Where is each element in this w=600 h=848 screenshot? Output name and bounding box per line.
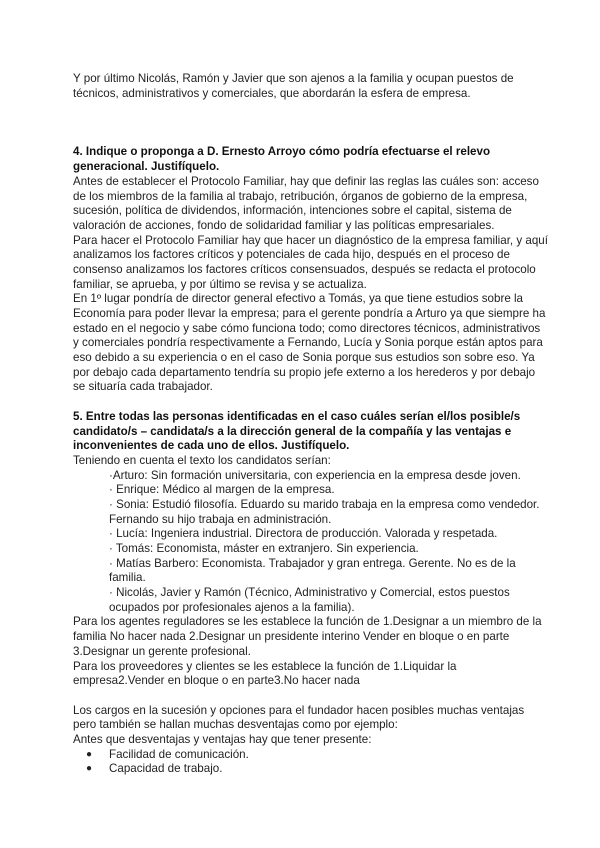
text-line: de los miembros de la familia al trabajo, retribución, órganos de gobierno de la empresa, xyxy=(73,189,528,203)
text-line: Antes de establecer el Protocolo Familiar, hay que definir las reglas las cuáles son: acceso xyxy=(73,174,539,188)
list-item-text: Capacidad de trabajo. xyxy=(109,762,223,776)
text-line: técnicos, administrativos y comerciales, que abordarán la esfera de empresa. xyxy=(73,86,471,100)
heading-line: 4. Indique o proponga a D. Ernesto Arroyo cómo podría efectuarse el relevo xyxy=(73,145,491,159)
text-line: En 1º lugar pondría de director general efectivo a Tomás, ya que tiene estudios sobre la xyxy=(73,292,524,306)
text-line: · Lucía: Ingeniera industrial. Directora de producción. Valorada y respetada. xyxy=(109,527,498,541)
text-line: Fernando su hijo trabaja en administración. xyxy=(109,512,332,526)
text-line: eso debido a su experiencia o en el caso de Sonia porque sus estudios son sobre eso. Ya xyxy=(73,351,535,365)
text-line: familiar, se aprueba, y por último se revisa y se actualiza. xyxy=(73,277,367,291)
text-line: familia No hacer nada 2.Designar un presidente interino Vender en bloque o en parte xyxy=(73,630,510,644)
text-line: estado en el negocio y sabe cómo funciona todo; como directores técnicos, administrativos xyxy=(73,321,541,335)
candidate-list xyxy=(73,469,573,616)
text-line: y comerciales pondría respectivamente a Fernando, Lucía y Sonia porque están aptos para xyxy=(73,336,543,350)
list-item xyxy=(73,762,573,777)
heading-line: 5. Entre todas las personas identificadas en el caso cuáles serían el/los posible/s xyxy=(73,409,521,423)
list-item xyxy=(73,748,573,763)
functions-paragraph xyxy=(73,615,573,688)
question-4-body xyxy=(73,175,573,395)
text-line: se situaría cada trabajador. xyxy=(73,380,213,394)
question-5-heading xyxy=(73,410,573,454)
text-line: por debajo cada departamento tendría su propio jefe externo a los herederos y por debajo xyxy=(73,365,536,379)
text-line: · Enrique: Médico al margen de la empresa. xyxy=(109,483,335,497)
text-line: analizamos los factores críticos y potenciales de cada hijo, después en el proceso de xyxy=(73,248,510,262)
text-line: · Nicolás, Javier y Ramón (Técnico, Administrativo y Comercial, estos puestos xyxy=(109,586,510,600)
text-line: · Tomás: Economista, máster en extranjero. Sin experiencia. xyxy=(109,542,419,555)
text-line: familia. xyxy=(109,571,146,585)
list-item-text: Facilidad de comunicación. xyxy=(109,747,249,761)
text-line: ·Arturo: Sin formación universitaria, con experiencia en la empresa desde joven. xyxy=(109,468,521,482)
text-line: 3.Designar un gerente profesional. xyxy=(73,644,251,658)
text-line: Economía para poder llevar la empresa; para el gerente pondría a Arturo ya que siempre ha xyxy=(73,307,546,320)
text-line: Los cargos en la sucesión y opciones para el fundador hacen posibles muchas ventajas xyxy=(73,703,525,717)
text-line: Y por último Nicolás, Ramón y Javier que son ajenos a la familia y ocupan puestos de xyxy=(73,72,514,85)
candidates-lead: Teniendo en cuenta el texto los candidatos serían: xyxy=(73,453,331,467)
heading-line: generacional. Justifíquelo. xyxy=(73,160,220,174)
text-line: Para hacer el Protocolo Familiar hay que hacer un diagnóstico de la empresa familiar, y aquí xyxy=(73,233,548,247)
heading-line: inconvenientes de cada uno de ellos. Justifíquelo. xyxy=(73,439,350,453)
text-line: valoración de acciones, fondo de solidaridad familiar y las políticas empresariales. xyxy=(73,218,495,232)
bullet-icon: ● xyxy=(86,748,93,760)
text-line: empresa2.Vender en bloque o en parte3.No hacer nada xyxy=(73,674,360,688)
text-line: Para los proveedores y clientes se les establece la función de 1.Liquidar la xyxy=(73,659,457,673)
text-line: Antes que desventajas y ventajas hay que tener presente: xyxy=(73,732,372,746)
bullet-list xyxy=(73,748,573,777)
text-line: Para los agentes reguladores se les establece la función de 1.Designar a un miembro de la xyxy=(73,615,542,629)
intro-paragraph xyxy=(73,72,573,101)
text-line: · Sonia: Estudió filosofía. Eduardo su marido trabaja en la empresa como vendedor. xyxy=(109,497,540,511)
text-line: ocupados por profesionales ajenos a la familia). xyxy=(109,600,355,614)
heading-line: candidato/s – candidata/s a la dirección general de la compañía y las ventajas e xyxy=(73,424,512,438)
closing-paragraph xyxy=(73,704,573,748)
text-line: pero también se hallan muchas desventajas como por ejemplo: xyxy=(73,718,398,732)
text-line: · Matías Barbero: Economista. Trabajador y gran entrega. Gerente. No es de la xyxy=(109,556,516,570)
question-4-heading xyxy=(73,145,573,174)
bullet-icon: ● xyxy=(86,763,93,775)
document-page xyxy=(73,72,573,777)
text-line: sucesión, política de dividendos, información, intenciones sobre el capital, sistema de xyxy=(73,204,512,218)
text-line: consenso analizamos los factores críticos consensuados, después se redacta el protocolo xyxy=(73,262,536,276)
